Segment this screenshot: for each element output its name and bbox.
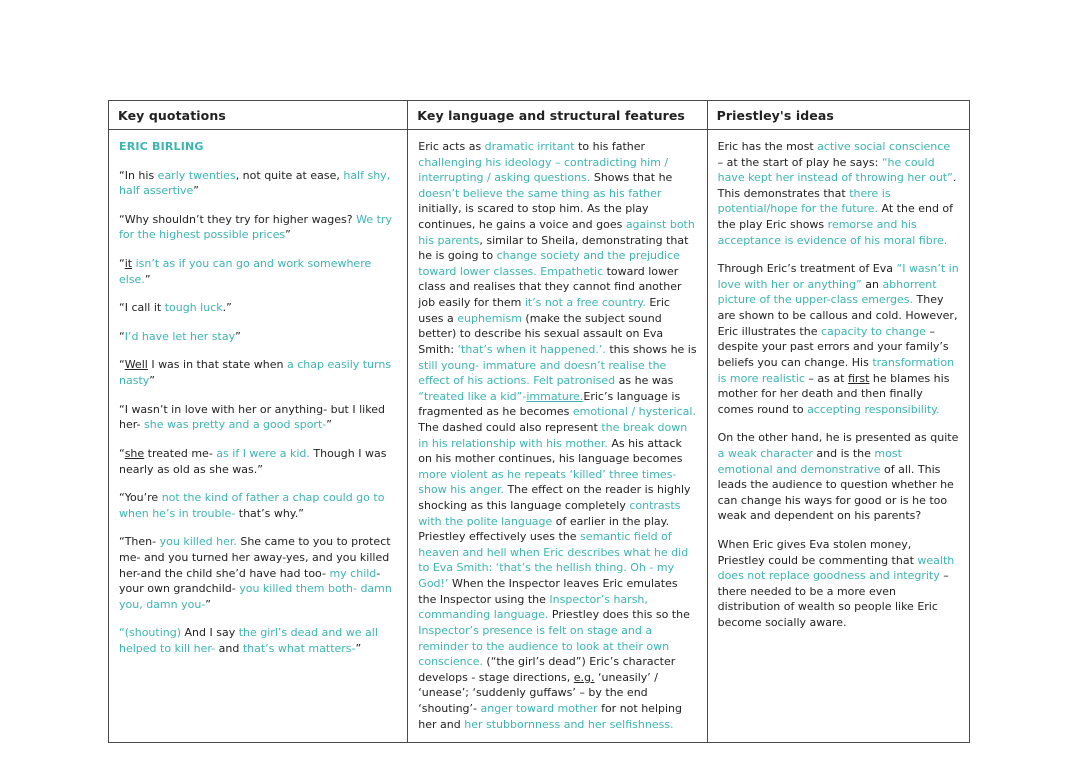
text-segment: “(shouting) <box>119 626 182 640</box>
table-header-row <box>109 101 969 130</box>
text-segment: isn’t as if you can go and work somewhere else. <box>119 257 372 286</box>
text-segment: She came to you to protect me- and you turned her away-yes, and you killed her-and the child she’d have had too- <box>119 535 391 580</box>
text-segment: – there needed to be a more even distribution of wealth so people like Eric become socially aware. <box>717 569 949 630</box>
text-segment: emotional / hysterical. <box>572 405 696 419</box>
text-segment: ” <box>235 329 241 343</box>
header-key-language-features: Key language and structural features <box>408 101 707 129</box>
text-segment: a weak character <box>717 446 813 460</box>
paragraph <box>119 446 397 477</box>
text-segment: – at the start of play he says: <box>717 155 882 169</box>
text-segment: Eric uses a <box>418 296 670 325</box>
text-segment: abhorrent picture of the upper-class emerges. <box>717 277 937 307</box>
text-segment: you killed her. <box>159 535 237 549</box>
paragraph <box>718 537 959 631</box>
text-segment: The dashed could also represent <box>418 420 602 434</box>
text-segment: half shy, half assertive <box>119 168 391 198</box>
text-segment: the break down in his relationship with his mother. <box>418 420 688 450</box>
text-segment: capacity to change <box>820 324 926 338</box>
text-segment: immature. <box>526 389 584 403</box>
text-segment: When the Inspector leaves Eric emulates the Inspector using the <box>418 577 678 606</box>
text-segment: change society and the prejudice toward lower classes. <box>418 249 680 278</box>
text-segment: Eric has the most <box>717 140 818 153</box>
text-segment: she <box>124 446 145 460</box>
text-segment: “I wasn’t in love with her or anything- but I liked her- <box>119 402 385 432</box>
paragraph <box>119 212 397 243</box>
text-segment: I was in that state when <box>147 358 287 372</box>
text-segment: ” <box>326 418 332 432</box>
text-segment: there is potential/hope for the future. <box>717 186 891 216</box>
text-segment: the girl’s dead and we all helped to kill her- <box>119 626 378 656</box>
text-segment: “ <box>119 358 125 372</box>
text-segment: wealth does not replace goodness and integrity <box>717 553 955 583</box>
text-segment: ” <box>193 184 199 198</box>
text-segment: We try for the highest possible prices <box>119 212 392 242</box>
text-segment: ” <box>285 228 291 242</box>
text-segment: ” <box>205 597 211 611</box>
paragraph <box>718 261 959 417</box>
paragraph <box>119 139 397 155</box>
text-segment: As his attack on his mother continues, his language becomes <box>418 436 683 466</box>
text-segment: (“the girl’s dead”) Eric’s character develops - stage directions, <box>418 655 676 684</box>
text-segment: it <box>124 257 133 271</box>
text-segment: early twenties <box>157 168 236 182</box>
text-segment: Empathetic <box>540 264 604 278</box>
text-segment: doesn’t believe the same thing as his father <box>418 186 662 200</box>
text-segment: e.g. <box>573 670 595 684</box>
text-segment: Shows that he <box>590 171 673 185</box>
paragraph <box>119 168 397 199</box>
paragraph <box>119 490 397 521</box>
column-key-quotations <box>109 130 408 742</box>
text-segment: .” <box>222 301 232 315</box>
text-segment: (make the subject sound better) to describe his sexual assault on Eva Smith: <box>418 311 664 356</box>
header-key-quotations: Key quotations <box>109 101 408 129</box>
text-segment: “ <box>119 446 125 460</box>
text-segment: a chap easily turns nasty <box>119 358 392 388</box>
paragraph <box>119 625 397 656</box>
text-segment: “I wasn’t in love with her or anything” <box>717 262 959 291</box>
text-segment: first <box>847 371 870 385</box>
text-segment: Priestley does this so the <box>548 608 690 622</box>
text-segment: most emotional and demonstrative <box>717 446 902 476</box>
text-segment: to his father <box>574 140 646 153</box>
paragraph <box>119 534 397 612</box>
text-segment: Eric’s language is fragmented as he becomes <box>418 389 681 419</box>
text-segment: “You’re <box>119 491 162 505</box>
text-segment: “ <box>119 329 125 343</box>
text-segment: Though I was nearly as old as she was.” <box>119 446 387 476</box>
text-segment: ” <box>144 272 151 286</box>
text-segment: and is the <box>812 446 875 460</box>
paragraph <box>119 329 397 345</box>
text-segment: ” <box>149 374 155 388</box>
text-segment: against both his parents <box>418 218 695 247</box>
text-segment: ‘that’s when it happened.’. <box>457 342 606 356</box>
text-segment: And I say <box>181 626 239 640</box>
text-segment: “I call it <box>119 301 165 315</box>
paragraph <box>119 256 397 287</box>
text-segment: transformation is more realistic <box>717 355 955 385</box>
text-segment: ” <box>355 642 362 656</box>
text-segment: as if I were a kid. <box>216 446 310 460</box>
text-segment: “he could have kept her instead of throwing her out” <box>717 155 953 185</box>
text-segment: more violent as he repeats ‘killed’ three times-show his anger. <box>418 467 677 497</box>
column-key-language-features <box>408 130 707 742</box>
text-segment: that’s what matters- <box>242 642 356 656</box>
table-body-row <box>109 130 969 742</box>
text-segment: Felt patronised <box>533 374 616 388</box>
text-segment: . This demonstrates that <box>717 171 957 200</box>
paragraph <box>119 300 397 316</box>
text-segment: it’s not a free country. <box>524 296 646 310</box>
text-segment: still young- immature and doesn’t realise the effect of his actions. <box>418 358 667 388</box>
revision-notes-table <box>108 100 970 743</box>
text-segment: remorse and his acceptance is evidence of his moral fibre. <box>717 218 948 247</box>
text-segment: ‘uneasily’ / ‘unease’; ‘suddenly guffaws’ – by the end ‘shouting’- <box>418 670 658 715</box>
text-segment: toward lower class and realises that they cannot find another job easily for them <box>418 264 682 310</box>
text-segment: her stubbornness and her selfishness. <box>464 717 674 731</box>
text-segment: dramatic irritant <box>484 140 575 153</box>
text-segment: accepting responsibility. <box>807 402 940 416</box>
column-priestleys-ideas <box>708 130 969 742</box>
text-segment: active social conscience <box>817 140 951 153</box>
text-segment: she was pretty and a good sport- <box>144 418 327 432</box>
text-segment: not the kind of father a chap could go to when he’s in trouble- <box>119 491 385 520</box>
text-segment: challenging his ideology – contradicting him / interrupting / asking questions. <box>418 155 669 185</box>
text-segment: , similar to Sheila, demonstrating that he is going to <box>418 233 689 263</box>
text-segment: – as at <box>804 371 848 385</box>
text-segment: he blames his mother for her death and then finally comes round to <box>717 371 950 416</box>
text-segment: treated me- <box>144 446 217 460</box>
text-segment: you killed them both- damn you, damn you- <box>119 582 392 611</box>
text-segment: “Then- <box>119 535 160 549</box>
text-segment: When Eric gives Eva stolen money, Priestley could be commenting that <box>717 538 918 567</box>
text-segment: Inspector’s harsh, commanding language. <box>418 592 648 622</box>
paragraph <box>119 402 397 433</box>
text-segment: anger toward mother <box>480 701 598 715</box>
text-segment: , not quite at ease, <box>235 168 344 182</box>
paragraph <box>418 139 696 732</box>
text-segment: “treated like a kid”- <box>418 389 527 403</box>
text-segment: contrasts with the polite language <box>418 499 681 528</box>
text-segment: “In his <box>119 168 158 182</box>
paragraph <box>718 430 959 524</box>
text-segment: On the other hand, he is presented as quite <box>717 431 959 445</box>
text-segment: - your own grandchild- <box>119 566 381 596</box>
text-segment: my child <box>329 566 377 580</box>
text-segment: At the end of the play Eric shows <box>717 202 954 232</box>
text-segment: an <box>861 277 883 291</box>
text-segment: “ <box>119 257 125 271</box>
text-segment: ERIC BIRLING <box>119 140 204 153</box>
text-segment: for not helping her and <box>418 701 682 731</box>
text-segment: – despite your past errors and your family’s beliefs you can change. His <box>717 324 949 369</box>
header-priestleys-ideas: Priestley's ideas <box>716 108 834 123</box>
text-segment: euphemism <box>457 311 522 325</box>
text-segment: of all. This leads the audience to question whether he can change his ways for good or is he too weak and dependent on his parents? <box>717 462 954 523</box>
text-segment: and <box>215 642 243 656</box>
paragraph <box>718 139 959 248</box>
text-segment: The effect on the reader is highly shocking as this language completely <box>418 483 691 513</box>
text-segment: this shows he is <box>605 342 697 356</box>
text-segment: Through Eric’s treatment of Eva <box>717 262 897 276</box>
text-segment: “Why shouldn’t they try for higher wages? <box>119 212 357 226</box>
paragraph <box>119 357 397 388</box>
text-segment: They are shown to be callous and cold. However, Eric illustrates the <box>717 293 958 338</box>
text-segment: Eric acts as <box>418 140 485 153</box>
text-segment: tough luck <box>164 301 223 315</box>
text-segment: that’s why.” <box>235 506 304 520</box>
text-segment: Well <box>124 358 148 372</box>
text-segment: I’d have let her stay <box>124 329 236 343</box>
text-segment: semantic field of heaven and hell when Eric describes what he did to Eva Smith: ‘that’s the hellish thing. Oh - my God!’ <box>418 530 689 591</box>
text-segment: initially, is scared to stop him. As the play continues, he gains a voice and goes <box>418 202 649 232</box>
text-segment: of earlier in the play. Priestley effectively uses the <box>418 514 670 544</box>
text-segment: as he was <box>615 374 674 388</box>
text-segment: Inspector’s presence is felt on stage and a reminder to the audience to look at their own conscience. <box>418 623 670 669</box>
